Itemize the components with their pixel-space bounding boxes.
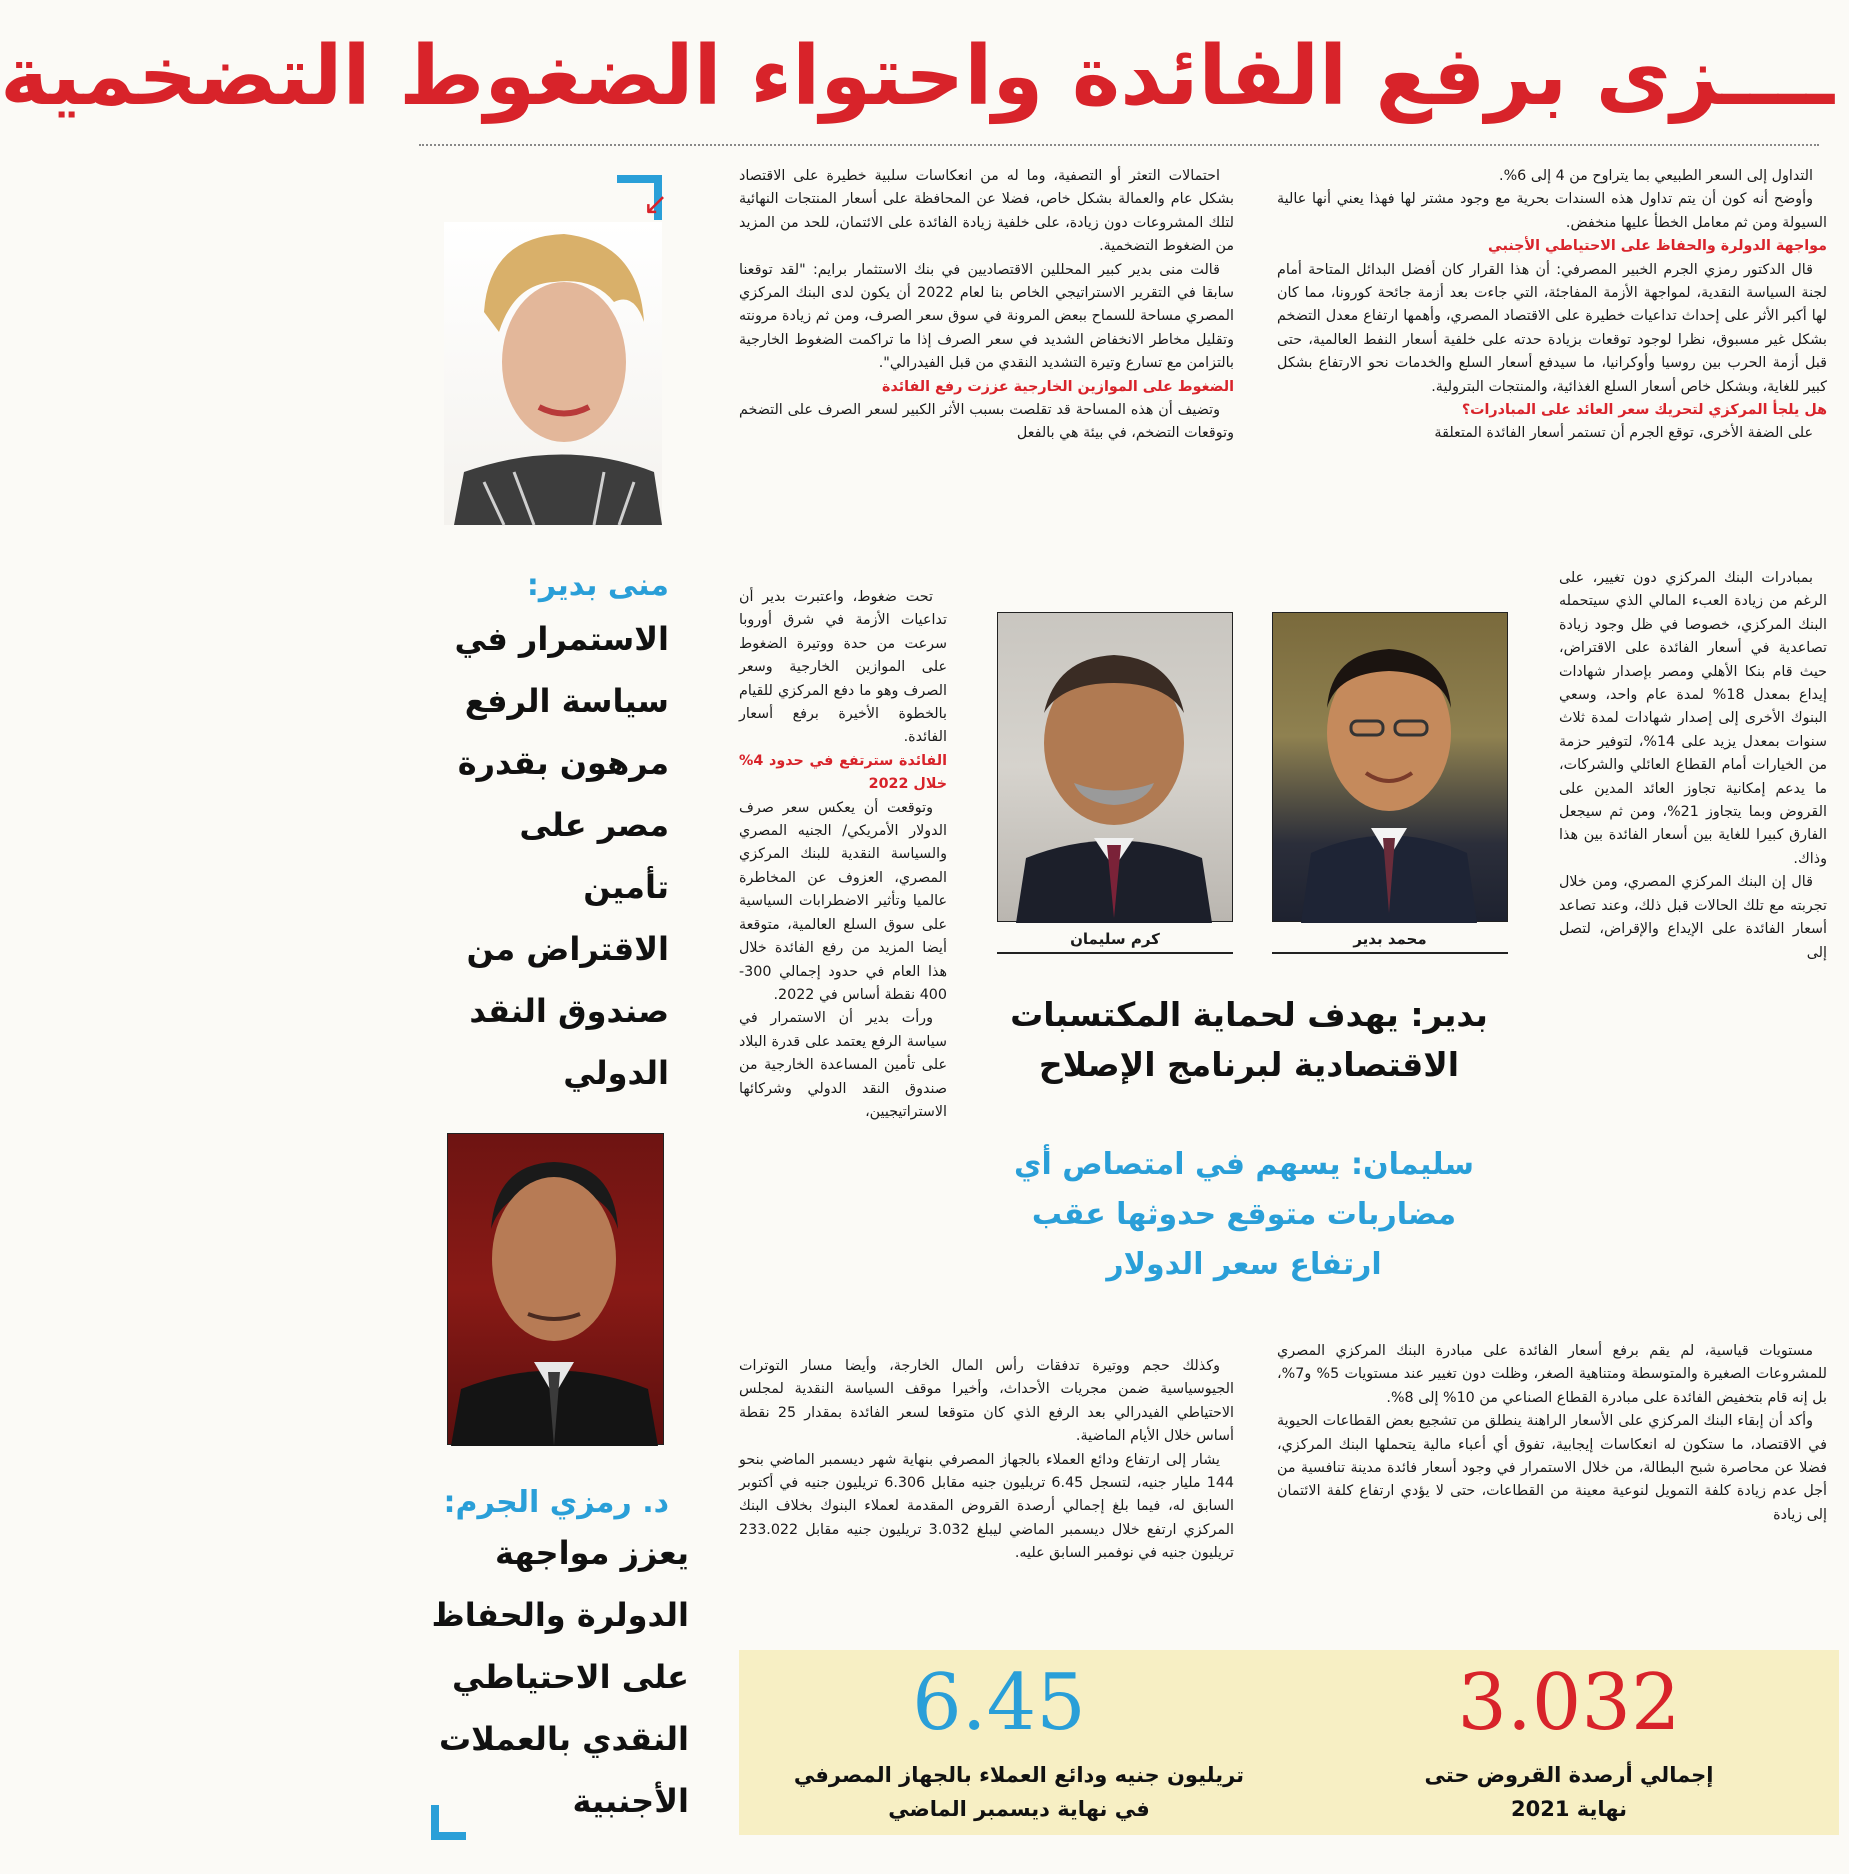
quote-line: يعزز مواجهة — [495, 1534, 689, 1572]
section-subhead: هل يلجأ المركزي لتحريك سعر العائد على المبادرات؟ — [1461, 402, 1827, 419]
photo-mona-bedair — [444, 222, 662, 525]
article-column-right-top — [1277, 165, 1827, 565]
article-column-middle-narrow — [739, 586, 947, 1350]
quote-line: الاستمرار في — [454, 620, 669, 658]
headline-divider — [419, 144, 1819, 146]
article-paragraph: مستويات قياسية، لم يقم برفع أسعار الفائدة على مبادرة البنك المركزي المصري للمشروعات الصغيرة والمتوسطة ومتناهية الصغر، وظلت دون تغيير عند مستويات 5% و7%، بل إنه قام بتخفيض الفائدة على مبادرة القطاع الصناعي من 10% إلى 8%. — [1277, 1343, 1827, 1406]
quote-line: سياسة الرفع — [464, 682, 669, 720]
quote-line: تأمين — [583, 868, 669, 906]
article-column-middle-bottom — [739, 1355, 1234, 1635]
photo-ramzy-elgaram — [447, 1133, 664, 1445]
deck-soliman-line2: مضاربات متوقع حدوثها عقب — [1031, 1197, 1457, 1232]
photo-mohamed-bedair — [1272, 612, 1508, 922]
photo-karam-soliman — [997, 612, 1233, 922]
quote-line: مصر على — [519, 806, 669, 844]
section-subhead: مواجهة الدولرة والحفاظ على الاحتياطي الأجنبي — [1488, 238, 1827, 255]
article-paragraph: قال إن البنك المركزي المصري، ومن خلال تجربته مع تلك الحالات قبل ذلك، وعند تصاعد أسعار الفائدة على الإيداع والإقراض، لتصل إلى — [1559, 874, 1827, 961]
section-subhead: الفائدة سترتفع في حدود 4% خلال 2022 — [739, 752, 947, 793]
deck-soliman-line3: ارتفاع سعر الدولار — [1106, 1247, 1382, 1282]
quote-line: الاقتراض من — [466, 930, 669, 968]
article-paragraph: احتمالات التعثر أو التصفية، وما له من انعكاسات سلبية خطيرة على الاقتصاد بشكل عام والعمالة بشكل خاص، فضلا عن المحافظة على أسعار المنتجات النهائية لتلك المشروعات دون زيادة، على خلفية زيادة الفائدة على الائتمان، للحد من المزيد من الضغوط التضخمية. — [739, 168, 1234, 255]
article-paragraph: وأكد أن إبقاء البنك المركزي على الأسعار الراهنة ينطلق من تشجيع بعض القطاعات الحيوية في الاقتصاد، ما ستكون له انعكاسات إيجابية، تفوق أي أعباء مالية يتحملها البنك المركزي، فضلا عن محاصرة شبح البطالة، من خلال الاستمرار في وجود أسعار فائدة مدينة تنافسية من أجل عدم زيادة كلفة التمويل لنوعية معينة من القطاعات، حتى لا يؤدي ارتفاع كلفة الائتمان إلى زيادة — [1277, 1413, 1827, 1523]
article-paragraph: وأوضح أنه كون أن يتم تداول هذه السندات بحرية مع وجود مشتر لها فهذا يعني أنها عالية السيولة ومن ثم معامل الخطأ عليها منخفض. — [1277, 191, 1827, 231]
article-paragraph: التداول إلى السعر الطبيعي بما يتراوح من 4 إلى 6%. — [1499, 168, 1813, 184]
arrow-icon: ↙ — [643, 187, 669, 222]
portrait-illustration — [1271, 613, 1507, 923]
sidebar-name-ramzy: د. رمزي الجرم: — [443, 1485, 669, 1520]
article-headline: ــــزى برفع الفائدة واحتواء الضغوط التضخمية — [0, 29, 1834, 124]
stat-loans-label-line1: إجمالي أرصدة القروض حتى — [1424, 1763, 1714, 1787]
article-paragraph: على الضفة الأخرى، توقع الجرم أن تستمر أسعار الفائدة المتعلقة — [1434, 425, 1813, 442]
sidebar-quote-mona — [429, 608, 669, 1104]
article-column-right-narrow — [1559, 567, 1827, 1337]
article-paragraph: قال الدكتور رمزي الجرم الخبير المصرفي: أن هذا القرار كان أفضل البدائل المتاحة أمام لجنة السياسة النقدية، لمواجهة الأزمة المفاجئة، التي جاءت بعد أزمة جائحة كورونا، مما كان لها أكبر الأثر على إحداث تداعيات خطيرة على الاقتصاد المصري، وأهمها ارتفاع معدل التضخم بشكل غير مسبوق، نظرا لوجود توقعات بزيادة حدته على خلفية أسعار النفط العالمية، حتى قبل أزمة الحرب بين روسيا وأوكرانيا، ما سيدفع أسعار السلع والخدمات نحو الارتفاع بشكل كبير للغاية، وبشكل خاص أسعار السلع الغذائية، والمنتجات البترولية. — [1277, 261, 1827, 395]
deck-soliman-line1: سليمان: يسهم في امتصاص أي — [1014, 1147, 1474, 1182]
quote-line: الدولرة والحفاظ — [431, 1596, 689, 1634]
article-column-right-bottom — [1277, 1340, 1827, 1630]
portrait-illustration — [444, 222, 662, 525]
sidebar-name-mona: منى بدير: — [526, 568, 669, 603]
caption-karam-soliman: كرم سليمان — [997, 930, 1233, 954]
article-paragraph: تحت ضغوط، واعتبرت بدير أن تداعيات الأزمة في شرق أوروبا سرعت من حدة ووتيرة الضغوط على الموازين الخارجية وسعر الصرف وهو ما دفع المركزي للقيام بالخطوة الأخيرة برفع أسعار الفائدة. — [739, 589, 947, 746]
article-paragraph: وتضيف أن هذه المساحة قد تقلصت بسبب الأثر الكبير لسعر الصرف على التضخم وتوقعات التضخم، في بيئة هي بالفعل — [739, 402, 1234, 442]
quote-line: صندوق النقد — [469, 992, 669, 1030]
portrait-illustration — [996, 613, 1232, 923]
quote-line: النقدي بالعملات — [438, 1720, 689, 1758]
stat-loans-label-line2: نهاية 2021 — [1510, 1797, 1628, 1821]
portrait-illustration — [446, 1134, 663, 1446]
article-column-middle-top — [739, 165, 1234, 585]
quote-line: الدولي — [563, 1054, 669, 1092]
corner-bracket-bottom — [431, 1805, 466, 1840]
stat-deposits-label-line2: في نهاية ديسمبر الماضي — [888, 1797, 1150, 1821]
article-paragraph: ورأت بدير أن الاستمرار في سياسة الرفع يعتمد على قدرة البلاد على تأمين المساعدة الخارجية من صندوق النقد الدولي وشركائها الاستراتيجيين، — [739, 1010, 947, 1120]
section-subhead: الضغوط على الموازين الخارجية عززت رفع الفائدة — [882, 378, 1234, 395]
stat-deposits-label-line1: تريليون جنيه ودائع العملاء بالجهاز المصرفي — [793, 1763, 1245, 1787]
article-paragraph: بمبادرات البنك المركزي دون تغيير، على الرغم من زيادة العبء المالي الذي سيتحمله البنك المركزي، خصوصا في ظل وجود زيادة تصاعدية في أسعار الفائدة على الاقتراض، حيث قام بنكا الأهلي ومصر بإصدار شهادات إيداع بمعدل 18% لمدة عام واحد، وسعي البنوك الأخرى إلى إصدار شهادات لمدة ثلاث سنوات بمعدل يزيد على 14%، لتوفير حزمة من الخيارات أمام القطاع العائلي والشركات، ما يدعم إمكانية تجاوز العائد المدين على القروض وبما يتجاوز 21%، ومن ثم سيجعل الفارق كبيرا للغاية بين أسعار الفائدة بين هذا وذاك. — [1559, 570, 1827, 867]
deck-bedair-line2: الاقتصادية لبرنامج الإصلاح — [1038, 1045, 1460, 1084]
stats-panel — [739, 1650, 1839, 1835]
article-paragraph: وتوقعت أن يعكس سعر صرف الدولار الأمريكي/ الجنيه المصري والسياسة النقدية للبنك المركزي المصري، العزوف عن المخاطرة عالميا وتأثير الاضطرابات السياسية على سوق السلع العالمية، متوقعة أيضا المزيد من رفع الفائدة خلال هذا العام في حدود إجمالي 300-400 نقطة أساس في 2022. — [739, 799, 947, 1003]
stat-deposits-value: 6.45 — [912, 1658, 1086, 1748]
article-paragraph: يشار إلى ارتفاع ودائع العملاء بالجهاز المصرفي بنهاية شهر ديسمبر الماضي بنحو 144 مليار جنيه، لتسجل 6.45 تريليون جنيه مقابل 6.306 تريليون جنيه في أكتوبر السابق له، فيما بلغ إجمالي أرصدة القروض المقدمة لعملاء البنوك بخلاف البنك المركزي ارتفع خلال ديسمبر الماضي ليبلغ 3.032 تريليون جنيه مقابل 233.022 تريليون جنيه في نوفمبر السابق عليه. — [739, 1451, 1235, 1562]
sidebar-quote-ramzy — [429, 1522, 689, 1832]
caption-mohamed-bedair: محمد بدير — [1272, 930, 1508, 954]
stat-loans-value: 3.032 — [1457, 1658, 1681, 1748]
article-paragraph: وكذلك حجم ووتيرة تدفقات رأس المال الخارجة، وأيضا مسار التوترات الجيوسياسية ضمن مجريات الأحداث، وأخيرا موقف السياسة النقدية لمجلس الاحتياطي الفيدرالي بعد الرفع الذي كان متوقعا لسعر الفائدة بمقدار 25 نقطة أساس خلال الأيام الماضية. — [739, 1358, 1234, 1445]
deck-bedair-line1: بدير: يهدف لحماية المكتسبات — [1010, 995, 1488, 1034]
article-paragraph: قالت منى بدير كبير المحللين الاقتصاديين في بنك الاستثمار برايم: "لقد توقعنا سابقا في التقرير الاستراتيجي الخاص بنا لعام 2022 أن يكون لدى البنك المركزي المصري مساحة للسماح ببعض المرونة في سوق سعر الصرف، ومن ثم زيادة مرونته وتقليل مخاطر الانخفاض الشديد في سعر الصرف إذا ما تراكمت الضغوط الخارجية بالتزامن مع تسارع وتيرة التشديد النقدي من قبل الفيدرالي". — [739, 261, 1234, 372]
quote-line: مرهون بقدرة — [457, 744, 669, 782]
quote-line: على الاحتياطي — [452, 1658, 689, 1696]
quote-line: الأجنبية — [572, 1782, 689, 1820]
